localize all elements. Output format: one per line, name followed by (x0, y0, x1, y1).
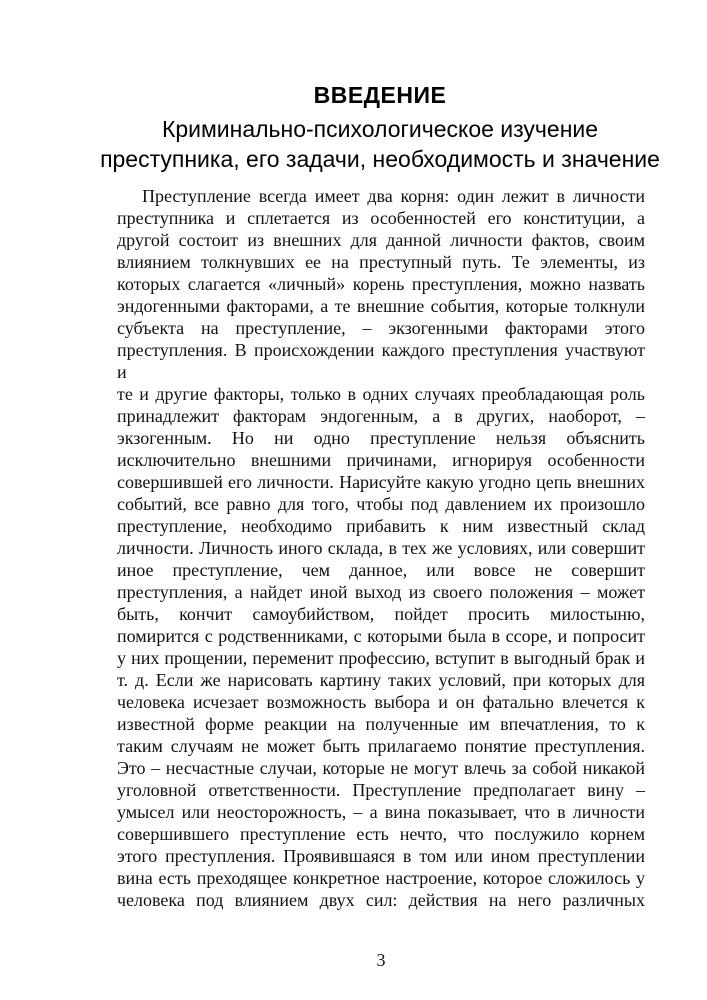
text-line: у них прощении, переменит профессию, вступит в выгодный брак и (117, 648, 645, 668)
chapter-title: ВВЕДЕНИЕ (313, 82, 447, 108)
text-line: помирится с родственниками, с которыми была в ссоре, и попросит (117, 626, 645, 646)
text-line: совершившей его личности. Нарисуйте какую угодно цепь внешних (117, 472, 645, 492)
text-line: событий, все равно для того, чтобы под давлением их произошло (117, 494, 645, 514)
chapter-subtitle-line-2: преступника, его задачи, необходимость и значение (100, 146, 660, 172)
text-line: исключительно внешними причинами, игнорируя особенности (117, 450, 645, 470)
text-line: быть, кончит самоубийством, пойдет просить милостыню, (117, 604, 645, 624)
chapter-subtitle-line-1: Криминально-психологическое изучение (161, 116, 599, 142)
text-line: те и другие факторы, только в одних случаях преобладающая роль (117, 384, 645, 404)
body-paragraph (117, 185, 645, 911)
page-number: 3 (376, 950, 386, 970)
text-line: известной форме реакции на полученные им впечатления, то к (117, 714, 645, 734)
text-line: таким случаям не может быть прилагаемо понятие преступления. (117, 736, 645, 756)
text-line: экзогенным. Но ни одно преступление нельзя объяснить (117, 428, 645, 448)
text-line: которых слагается «личный» корень преступления, можно назвать (117, 274, 645, 294)
text-line: эндогенными факторами, а те внешние события, которые толкнули (117, 296, 645, 316)
text-line: уголовной ответственности. Преступление предполагает вину – (117, 780, 645, 800)
text-line: этого преступления. Проявившаяся в том или ином преступлении (117, 846, 645, 866)
text-line: личности. Личность иного склада, в тех же условиях, или совершит (117, 538, 645, 558)
page-content (117, 185, 645, 971)
text-line: принадлежит факторам эндогенным, а в других, наоборот, – (117, 406, 645, 426)
text-line: совершившего преступление есть нечто, что послужило корнем (117, 824, 645, 844)
text-line: субъекта на преступление, – экзогенными факторами этого (117, 318, 645, 338)
text-line: иное преступление, чем данное, или вовсе не совершит (117, 560, 645, 580)
text-line: человека исчезает возможность выбора и он фатально влечется к (117, 692, 645, 712)
text-line: влиянием толкнувших ее на преступный путь. Те элементы, из (117, 252, 645, 272)
text-line: преступления, а найдет иной выход из своего положения – может (117, 582, 645, 602)
text-line: преступления. В происхождении каждого преступления участвуют и (117, 340, 645, 382)
text-line: другой состоит из внешних для данной личности фактов, своим (117, 230, 645, 250)
text-line: Это – несчастные случаи, которые не могут влечь за собой никакой (117, 758, 645, 778)
text-line: вина есть преходящее конкретное настроение, которое сложилось у (117, 868, 645, 888)
text-line: т. д. Если же нарисовать картину таких условий, при которых для (117, 670, 645, 690)
text-line: Преступление всегда имеет два корня: один лежит в личности (142, 186, 645, 206)
text-line: умысел или неосторожность, – а вина показывает, что в личности (117, 802, 645, 822)
text-line: преступника и сплетается из особенностей его конституции, а (117, 208, 645, 228)
text-line: преступление, необходимо прибавить к ним известный склад (117, 516, 645, 536)
text-line: человека под влиянием двух сил: действия на него различных (117, 890, 645, 910)
